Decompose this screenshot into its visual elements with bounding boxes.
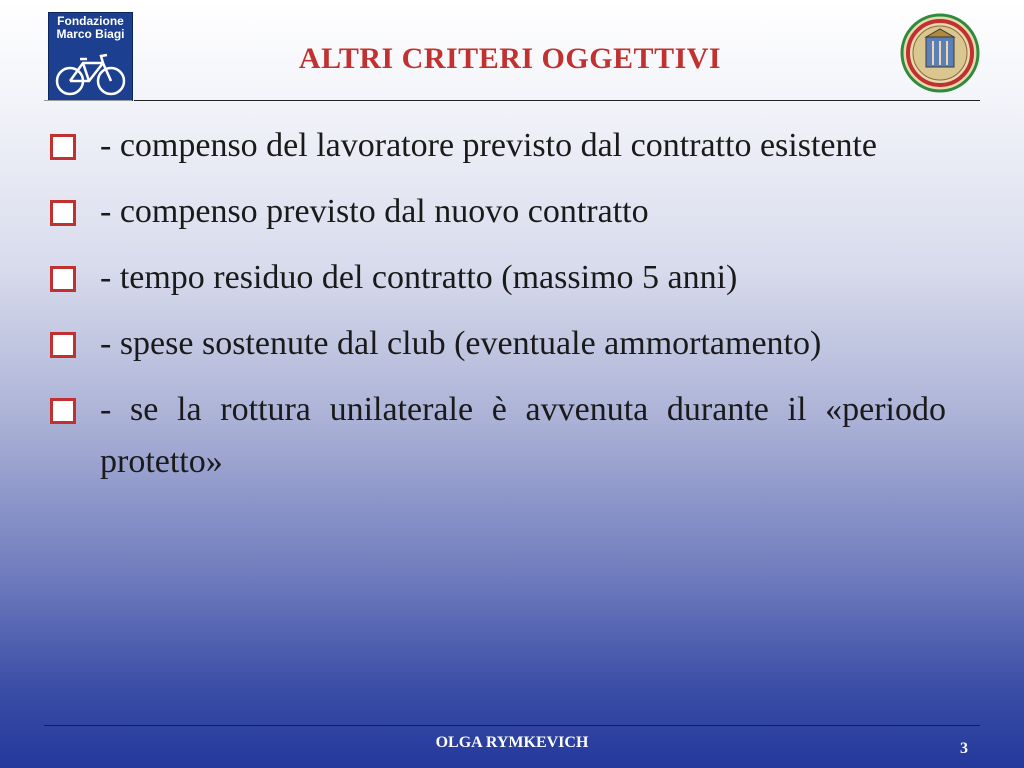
list-item-text: - se la rottura unilaterale è avvenuta durante il «periodo protetto» <box>100 391 946 480</box>
footer-divider <box>44 725 980 726</box>
square-bullet-icon <box>50 134 76 160</box>
list-item <box>48 252 946 304</box>
bullet-list <box>48 120 946 502</box>
list-item-text: - tempo residuo del contratto (massimo 5 anni) <box>100 259 738 296</box>
fondazione-logo <box>48 12 133 101</box>
list-item <box>48 120 946 172</box>
logo-text-line2: Marco Biagi <box>56 27 125 41</box>
page-number: 3 <box>960 740 968 757</box>
list-item-text: - compenso del lavoratore previsto dal contratto esistente <box>100 127 878 164</box>
list-item <box>48 318 946 370</box>
square-bullet-icon <box>50 398 76 424</box>
list-item-text: - compenso previsto dal nuovo contratto <box>100 193 649 230</box>
university-seal-icon <box>900 13 980 93</box>
square-bullet-icon <box>50 266 76 292</box>
square-bullet-icon <box>50 332 76 358</box>
footer-author: OLGA RYMKEVICH <box>435 734 589 751</box>
list-item <box>48 186 946 238</box>
bicycle-icon <box>53 51 128 97</box>
logo-text-line1: Fondazione <box>57 14 124 28</box>
slide-title: ALTRI CRITERI OGGETTIVI <box>298 42 722 75</box>
header-divider <box>134 100 980 101</box>
square-bullet-icon <box>50 200 76 226</box>
header-divider-left <box>44 100 132 101</box>
logo-text <box>49 15 132 41</box>
list-item-text: - spese sostenute dal club (eventuale ammortamento) <box>100 325 822 362</box>
list-item <box>48 384 946 488</box>
